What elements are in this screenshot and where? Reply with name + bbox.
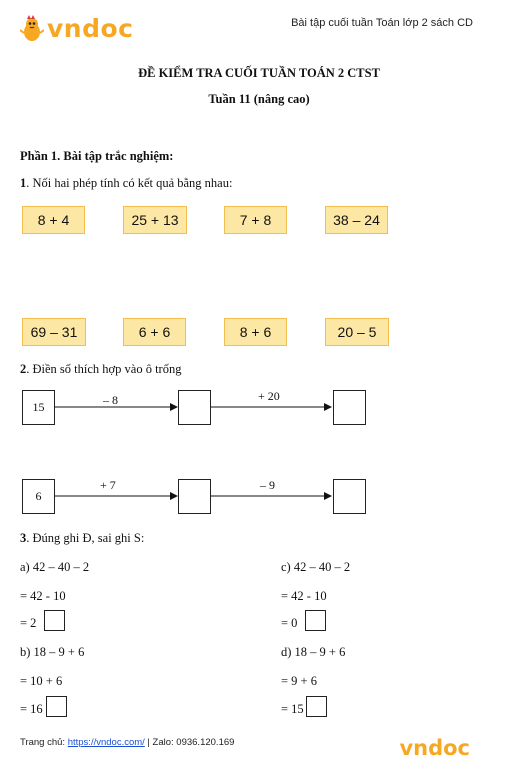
q3b-line-3: = 16	[20, 702, 43, 716]
header-caption: Bài tập cuối tuần Toán lớp 2 sách CD	[291, 17, 473, 29]
chain2-op1: + 7	[100, 478, 116, 492]
page-title: ĐỀ KIỂM TRA CUỐI TUẦN TOÁN 2 CTST	[138, 66, 380, 80]
q3a-line-1: a) 42 – 40 – 2	[20, 560, 90, 574]
chain2-blank-2[interactable]	[333, 479, 366, 514]
q2-text: . Điền số thích hợp vào ô trống	[26, 362, 182, 376]
q3b-answer-box[interactable]	[46, 696, 67, 717]
q3c-line-1: c) 42 – 40 – 2	[281, 560, 351, 574]
q3d-line-2: = 9 + 6	[281, 674, 317, 688]
q3d-answer-box[interactable]	[306, 696, 327, 717]
q3c-line-2: = 42 - 10	[281, 589, 327, 603]
calc-box-bottom-1[interactable]: 69 – 31	[22, 318, 86, 346]
calc-box-bottom-4[interactable]: 20 – 5	[325, 318, 389, 346]
chain2-start-box	[22, 479, 55, 514]
calc-box-top-3[interactable]: 7 + 8	[224, 206, 287, 234]
q3-prompt	[20, 531, 144, 546]
footer-logo: vndoc	[399, 736, 470, 760]
chain1-blank-2[interactable]	[333, 390, 366, 425]
calc-box-top-1[interactable]: 8 + 4	[22, 206, 85, 234]
q3a-line-3: = 2	[20, 616, 37, 630]
q3a-answer-box[interactable]	[44, 610, 65, 631]
chain2-start-value: 6	[35, 489, 42, 503]
part1-heading: Phần 1. Bài tập trắc nghiệm:	[20, 149, 174, 163]
calc-box-top-2[interactable]: 25 + 13	[123, 206, 187, 234]
page-subtitle: Tuần 11 (nâng cao)	[208, 92, 310, 106]
q1-text: . Nối hai phép tính có kết quả bằng nhau:	[26, 176, 233, 190]
q3c-answer-box[interactable]	[305, 610, 326, 631]
q1-number: 1	[20, 176, 27, 190]
logo-text: vndoc	[47, 14, 134, 43]
footer-prefix: Trang chủ:	[20, 737, 68, 748]
q3d-line-3: = 15	[281, 702, 304, 716]
q3-number: 3	[20, 531, 27, 545]
calc-box-bottom-2[interactable]: 6 + 6	[123, 318, 186, 346]
q3b-line-2: = 10 + 6	[20, 674, 63, 688]
q2-number: 2	[20, 362, 27, 376]
q3-text: . Đúng ghi Đ, sai ghi S:	[26, 531, 145, 545]
q3d-line-1: d) 18 – 9 + 6	[281, 645, 346, 659]
chain2-blank-1[interactable]	[178, 479, 211, 514]
chain1-op1: – 8	[103, 393, 118, 407]
chain1-start-box	[22, 390, 55, 425]
chain2-op2: – 9	[260, 478, 275, 492]
calc-box-bottom-3[interactable]: 8 + 6	[224, 318, 287, 346]
footer	[20, 737, 234, 748]
chain1-start-value: 15	[32, 400, 45, 414]
chain1-op2: + 20	[258, 389, 280, 403]
chain1-blank-1[interactable]	[178, 390, 211, 425]
footer-suffix: | Zalo: 0936.120.169	[144, 737, 235, 748]
q3b-line-1: b) 18 – 9 + 6	[20, 645, 85, 659]
footer-homepage-link[interactable]: https://vndoc.com/	[67, 737, 145, 748]
q3c-line-3: = 0	[281, 616, 298, 630]
q3a-line-2: = 42 - 10	[20, 589, 66, 603]
calc-box-top-4[interactable]: 38 – 24	[325, 206, 388, 234]
